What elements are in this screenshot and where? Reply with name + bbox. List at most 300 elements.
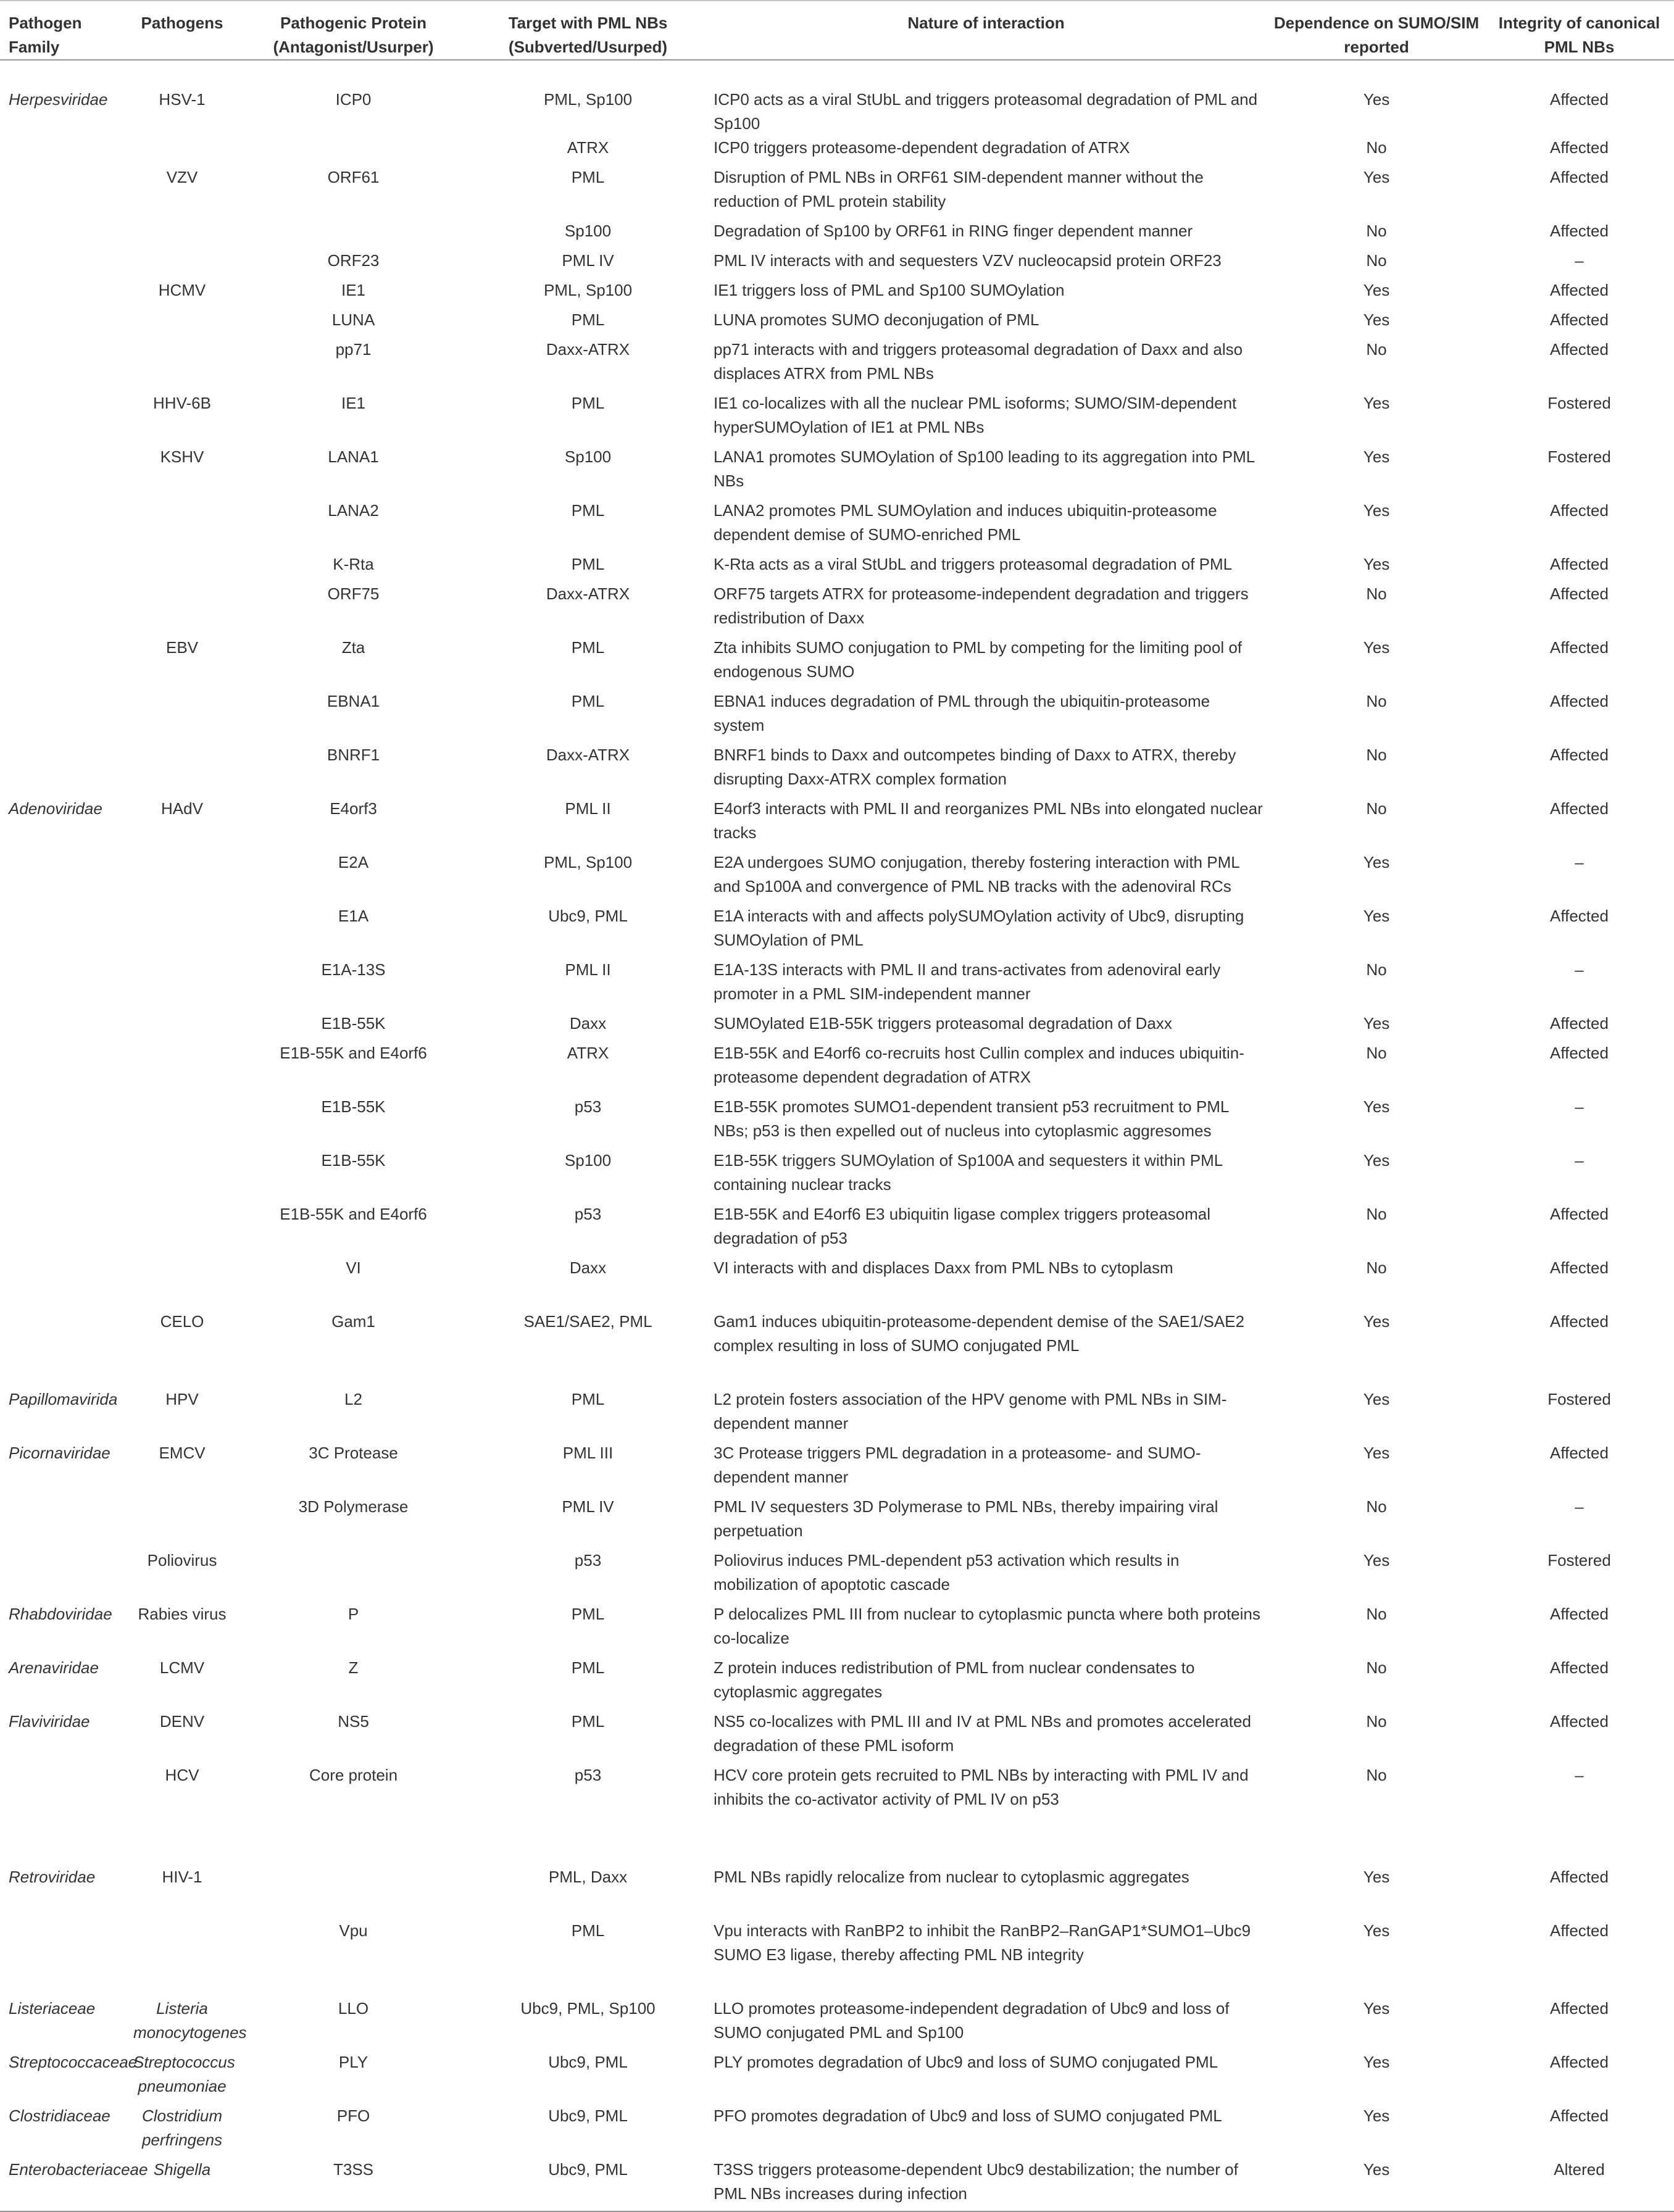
table-row [0,797,1674,850]
nature-cell: PML NBs rapidly relocalize from nuclear to cytoplasmic aggregates [714,1868,1189,1886]
dependence-cell: Yes [1363,2106,1390,2125]
pathogen-cell: Clostridium perfringens [141,2106,223,2149]
target-cell: PML [571,310,605,329]
pathogenic-protein-cell: PLY [338,2053,369,2071]
table-row [0,1710,1674,1763]
nature-cell: P delocalizes PML III from nuclear to cytoplasmic puncta where both proteins co-localize [714,1605,1260,1647]
pathogen-cell: VZV [166,168,198,186]
pathogen-family-cell [0,308,130,338]
pathogen-family-cell [0,1041,130,1095]
nature-cell: ORF75 targets ATRX for proteasome-independent degradation and triggers redistribution of Daxx [714,584,1249,627]
integrity-cell: – [1575,960,1584,979]
pathogenic-protein-cell: E1B-55K and E4orf6 [280,1044,427,1062]
table-row [0,689,1674,743]
pathogenic-protein-cell: 3D Polymerase [298,1497,409,1516]
target-cell: PML [571,168,605,186]
nature-cell: LANA2 promotes PML SUMOylation and induces ubiquitin-proteasome dependent demise of SUMO-enriched PML [714,501,1217,544]
table-body [0,60,1674,2211]
pathogenic-protein-cell: K-Rta [333,555,374,573]
pathogen-cell: KSHV [160,447,204,466]
nature-cell: E2A undergoes SUMO conjugation, thereby fostering interaction with PML and Sp100A and convergence of PML NB tracks with the adenoviral RCs [714,853,1239,896]
pathogen-cell [130,338,235,391]
integrity-cell: Affected [1550,1868,1609,1886]
pathogenic-protein-cell: ORF23 [327,251,380,270]
integrity-cell: Affected [1550,1658,1609,1677]
target-cell: PML [571,1712,605,1731]
dependence-cell: Yes [1363,1999,1390,2018]
nature-cell: PFO promotes degradation of Ubc9 and loss of SUMO conjugated PML [714,2106,1222,2125]
integrity-cell: Affected [1550,168,1609,186]
dependence-cell: Yes [1268,2158,1485,2211]
dependence-cell: Yes [1363,1151,1390,1170]
table-row [0,1865,1674,1919]
pathogen-family-cell [0,338,130,391]
pathogen-family-cell [0,1202,130,1256]
table-row [0,308,1674,338]
nature-cell: Poliovirus induces PML-dependent p53 activation which results in mobilization of apoptotic cascade [714,1551,1180,1594]
pathogen-cell [130,1095,235,1149]
nature-cell: pp71 interacts with and triggers proteasomal degradation of Daxx and also displaces ATRX from PML NBs [714,340,1243,383]
dependence-cell: No [1366,138,1387,157]
table-row [0,165,1674,219]
nature-cell: E4orf3 interacts with PML II and reorganizes PML NBs into elongated nuclear tracks [714,799,1263,842]
pathogen-cell: HSV-1 [159,90,206,109]
dependence-cell: Yes [1363,394,1390,412]
nature-cell: LLO promotes proteasome-independent degradation of Ubc9 and loss of SUMO conjugated PML and Sp100 [714,1999,1230,2042]
nature-cell: E1A-13S interacts with PML II and trans-activates from adenoviral early promoter in a PML SIM-independent manner [714,960,1221,1003]
pathogen-cell [130,743,235,797]
nature-cell: Z protein induces redistribution of PML from nuclear condensates to cytoplasmic aggregates [714,1658,1195,1701]
pathogenic-protein-cell: Core protein [309,1766,398,1784]
pathogenic-protein-cell: IE1 [341,281,366,299]
table-row [0,1095,1674,1149]
table-row [0,1495,1674,1549]
nature-cell: K-Rta acts as a viral StUbL and triggers proteasomal degradation of PML [714,555,1233,573]
pathogen-family-cell [0,904,130,958]
pathogen-family-cell: Adenoviridae [9,799,102,818]
pathogenic-protein-cell: Zta [341,638,365,657]
table-row [0,1387,1674,1441]
pathogenic-protein-cell: E4orf3 [330,799,377,818]
integrity-cell: Affected [1550,638,1609,657]
dependence-cell: No [1366,1258,1387,1277]
pathogenic-protein-cell [235,136,472,165]
target-cell: PML [571,692,605,710]
nature-cell: E1A interacts with and affects polySUMOylation activity of Ubc9, disrupting SUMOylation of PML [714,907,1244,949]
table-row [0,1310,1674,1387]
integrity-cell: Affected [1550,799,1609,818]
nature-cell: T3SS triggers proteasome-dependent Ubc9 destabilization; the number of PML NBs increases during infection [704,2158,1268,2211]
nature-cell: EBNA1 induces degradation of PML through the ubiquitin-proteasome system [714,692,1210,734]
dependence-cell: Yes [1363,907,1390,925]
pathogen-cell [130,1919,235,1997]
target-cell: PML IV [562,1497,614,1516]
nature-cell: E1B-55K and E4orf6 E3 ubiquitin ligase complex triggers proteasomal degradation of p53 [714,1205,1211,1247]
pathogen-cell: HAdV [161,799,203,818]
pathogen-family-cell [0,165,130,219]
header-dependence: Dependence on SUMO/SIM reported [1268,1,1485,60]
pathogen-family-cell [0,1256,130,1310]
pathogen-family-cell: Flaviviridae [9,1712,90,1731]
integrity-cell: Affected [1550,1921,1609,1940]
dependence-cell: No [1366,1766,1387,1784]
table-row [0,2158,1674,2211]
pathogenic-protein-cell: E1B-55K [321,1097,386,1116]
pathogenic-protein-cell: ORF75 [327,584,380,603]
pathogen-cell [130,1012,235,1041]
integrity-cell: Affected [1550,1444,1609,1462]
dependence-cell: Yes [1363,310,1390,329]
pathogen-family-cell [0,582,130,636]
table-row [0,850,1674,904]
pathogen-family-cell [0,1149,130,1202]
integrity-cell: Affected [1550,1999,1609,2018]
nature-cell: BNRF1 binds to Daxx and outcompetes binding of Daxx to ATRX, thereby disrupting Daxx-ATRX complex formation [714,746,1236,788]
dependence-cell: Yes [1363,1390,1390,1408]
dependence-cell: Yes [1363,168,1390,186]
table-row [0,743,1674,797]
pathogen-cell: LCMV [159,1658,205,1677]
pathogenic-protein-cell: ICP0 [335,90,372,109]
pathogenic-protein-cell [235,1865,472,1919]
pathogen-family-cell [0,1012,130,1041]
pathogen-family-cell: Streptococcaceae [9,2053,138,2071]
nature-cell: VI interacts with and displaces Daxx from PML NBs to cytoplasm [714,1258,1173,1277]
pathogenic-protein-cell [235,219,472,249]
table-row [0,1602,1674,1656]
table-row [0,1656,1674,1710]
nature-cell: 3C Protease triggers PML degradation in a proteasome- and SUMO-dependent manner [714,1444,1201,1486]
dependence-cell: Yes [1363,638,1390,657]
table-row [0,249,1674,278]
integrity-cell: Affected [1550,2053,1609,2071]
pathogen-family-cell [0,219,130,249]
pathogen-cell: DENV [159,1712,205,1731]
target-cell: Ubc9, PML [548,907,628,925]
pathogenic-protein-cell: PFO [336,2106,370,2125]
integrity-cell: Affected [1550,1044,1609,1062]
target-cell: PML, Sp100 [543,853,633,871]
pathogen-cell: Streptococcus pneumoniae [133,2053,235,2095]
dependence-cell: No [1366,1658,1387,1677]
integrity-cell: Affected [1550,555,1609,573]
dependence-cell: No [1366,1044,1387,1062]
target-cell: p53 [574,1205,602,1223]
pathogen-family-cell [0,850,130,904]
table-row [0,2104,1674,2158]
integrity-cell: – [1575,1097,1584,1116]
dependence-cell: No [1366,1605,1387,1623]
pathogen-family-cell [0,445,130,499]
pathogen-family-cell [0,1549,130,1602]
target-cell: PML II [565,960,611,979]
dependence-cell: Yes [1363,501,1390,520]
nature-cell: LUNA promotes SUMO deconjugation of PML [714,310,1039,329]
pathogen-cell [130,308,235,338]
pathogen-family-cell [0,391,130,445]
pathogen-cell: Listeria monocytogenes [133,1999,247,2042]
dependence-cell: Yes [1363,1921,1390,1940]
dependence-cell: Yes [1363,281,1390,299]
table-row [0,1549,1674,1602]
pathogen-family-cell [0,1310,130,1387]
target-cell: PML IV [562,251,614,270]
pathogen-cell: Shigella [130,2158,235,2211]
header-pathogenic-protein: Pathogenic Protein (Antagonist/Usurper) [235,1,472,60]
pathogenic-protein-cell: NS5 [338,1712,369,1731]
dependence-cell: Yes [1363,1551,1390,1570]
pathogen-family-cell [0,278,130,308]
table-row [0,60,1674,136]
pathogen-family-cell: Retroviridae [9,1868,96,1886]
pathogenic-protein-cell: E1B-55K [321,1014,386,1033]
pathogen-family-cell: Herpesviridae [9,90,108,109]
integrity-cell: Affected [1550,310,1609,329]
dependence-cell: No [1366,251,1387,270]
target-cell: PML II [565,799,611,818]
dependence-cell: Yes [1363,555,1390,573]
nature-cell: PML IV sequesters 3D Polymerase to PML NBs, thereby impairing viral perpetuation [714,1497,1218,1540]
pathogenic-protein-cell: E1A-13S [321,960,386,979]
pathogenic-protein-cell: T3SS [235,2158,472,2211]
target-cell: p53 [574,1097,602,1116]
dependence-cell: Yes [1363,2053,1390,2071]
table-row [0,1763,1674,1865]
integrity-cell: Affected [1550,1712,1609,1731]
pathogen-cell [130,136,235,165]
target-cell: Sp100 [564,447,612,466]
table-row [0,1041,1674,1095]
pathogen-family-cell: Rhabdoviridae [9,1605,112,1623]
dependence-cell: No [1366,222,1387,240]
integrity-cell: Affected [1550,746,1609,764]
target-cell: Daxx [569,1014,607,1033]
header-integrity: Integrity of canonical PML NBs [1485,1,1674,60]
dependence-cell: No [1366,584,1387,603]
target-cell: Sp100 [564,1151,612,1170]
pathogenic-protein-cell: LLO [338,1999,369,2018]
nature-cell: Disruption of PML NBs in ORF61 SIM-dependent manner without the reduction of PML protein stability [714,168,1204,210]
pathogenic-protein-cell: E1B-55K and E4orf6 [280,1205,427,1223]
table-row [0,2050,1674,2104]
pathogen-family-cell: Picornaviridae [9,1444,110,1462]
pathogen-family-cell [0,136,130,165]
dependence-cell: Yes [1363,1444,1390,1462]
pathogen-cell [130,904,235,958]
target-cell: PML III [562,1444,614,1462]
integrity-cell: Affected [1550,907,1609,925]
table-row [0,1149,1674,1202]
dependence-cell: Yes [1363,1868,1390,1886]
pathogen-cell: HIV-1 [162,1868,202,1886]
target-cell: ATRX [567,1044,609,1062]
target-cell: p53 [574,1766,602,1784]
nature-cell: Degradation of Sp100 by ORF61 in RING finger dependent manner [714,222,1193,240]
table-row [0,219,1674,249]
dependence-cell: Yes [1363,1014,1390,1033]
pathogen-cell [130,552,235,582]
target-cell: p53 [574,1551,602,1570]
target-cell: Daxx-ATRX [546,584,630,603]
pathogenic-protein-cell: ORF61 [327,168,380,186]
target-cell: Daxx [569,1258,607,1277]
table-row [0,1919,1674,1997]
pathogenic-protein-cell: Vpu [339,1921,368,1940]
header-nature: Nature of interaction [704,1,1268,60]
integrity-cell: Affected [1550,501,1609,520]
integrity-cell: Affected [1550,1312,1609,1331]
pathogen-cell: Rabies virus [138,1605,227,1623]
dependence-cell: Yes [1363,853,1390,871]
table-row [0,1997,1674,2050]
table-row [0,1012,1674,1041]
target-cell: PML [571,1658,605,1677]
dependence-cell: Yes [1363,1312,1390,1331]
pathogenic-protein-cell: LUNA [331,310,375,329]
pathogen-cell: EBV [165,638,199,657]
nature-cell: L2 protein fosters association of the HPV genome with PML NBs in SIM-dependent manner [714,1390,1227,1432]
target-cell: PML [571,1921,605,1940]
dependence-cell: No [1366,1712,1387,1731]
pathogen-family-cell: Enterobacteriaceae [0,2158,130,2211]
pathogen-cell: CELO [160,1312,204,1331]
pathogen-family-cell: Listeriaceae [9,1999,96,2018]
pathogenic-protein-cell: pp71 [335,340,372,359]
integrity-cell: Affected [1550,692,1609,710]
nature-cell: PML IV interacts with and sequesters VZV nucleocapsid protein ORF23 [714,251,1222,270]
nature-cell: ICP0 triggers proteasome-dependent degradation of ATRX [714,138,1130,157]
pathogen-cell [130,1495,235,1549]
pathogenic-protein-cell: BNRF1 [327,746,380,764]
integrity-cell: Affected [1550,340,1609,359]
target-cell: ATRX [567,138,609,157]
target-cell: Sp100 [564,222,612,240]
pathogenic-protein-cell: E1B-55K [321,1151,386,1170]
pathogen-cell [130,582,235,636]
pathogen-cell: HPV [165,1390,199,1408]
integrity-cell: Affected [1550,1014,1609,1033]
target-cell: Daxx-ATRX [546,746,630,764]
pathogen-cell [130,850,235,904]
integrity-cell: Affected [1550,584,1609,603]
table-row [0,338,1674,391]
pathogen-family-cell: Clostridiaceae [9,2106,110,2125]
dependence-cell: No [1366,746,1387,764]
target-cell: Ubc9, PML [548,2106,628,2125]
integrity-cell: Affected [1550,222,1609,240]
pathogen-cell [130,499,235,552]
table-row [0,1202,1674,1256]
pathogen-family-cell [0,636,130,689]
pathogen-cell [130,1041,235,1095]
nature-cell: NS5 co-localizes with PML III and IV at PML NBs and promotes accelerated degradation of these PML isoform [714,1712,1251,1755]
dependence-cell: No [1366,1497,1387,1516]
pathogen-cell [130,958,235,1012]
table-row [0,1441,1674,1495]
pathogenic-protein-cell: LANA2 [328,501,379,520]
nature-cell: E1B-55K promotes SUMO1-dependent transient p53 recruitment to PML NBs; p53 is then expelled out of nucleus into cytoplasmic aggresomes [714,1097,1229,1140]
table-row [0,445,1674,499]
table-row [0,636,1674,689]
dependence-cell: Yes [1363,1097,1390,1116]
nature-cell: IE1 co-localizes with all the nuclear PML isoforms; SUMO/SIM-dependent hyperSUMOylation of IE1 at PML NBs [714,394,1237,436]
header-pathogen-family: Pathogen Family [0,1,130,60]
integrity-cell: – [1575,251,1584,270]
integrity-cell: – [1575,1151,1584,1170]
pathogenic-protein-cell: VI [346,1258,361,1277]
target-cell: Ubc9, PML [548,2053,628,2071]
header-target: Target with PML NBs (Subverted/Usurped) [472,1,704,60]
pathogen-family-cell: Papillomavirida [9,1390,118,1408]
target-cell: PML, Daxx [548,1868,628,1886]
pathogen-cell [130,1202,235,1256]
pathogen-family-cell [0,1095,130,1149]
dependence-cell: Yes [1363,90,1390,109]
table-row [0,904,1674,958]
target-cell: PML [571,501,605,520]
table-row [0,499,1674,552]
target-cell: Ubc9, PML [472,2158,704,2211]
integrity-cell: Affected [1550,1258,1609,1277]
integrity-cell: Affected [1550,1205,1609,1223]
target-cell: PML [571,1605,605,1623]
integrity-cell: – [1575,1497,1584,1516]
pathogenic-protein-cell: EBNA1 [327,692,380,710]
table-row [0,278,1674,308]
pathogenic-protein-cell: IE1 [341,394,366,412]
pathogen-family-cell [0,1919,130,1997]
pathogen-family-cell [0,743,130,797]
pathogenic-protein-cell: LANA1 [328,447,379,466]
table-header [0,1,1674,60]
table-row [0,552,1674,582]
target-cell: PML, Sp100 [543,281,633,299]
target-cell: PML, Sp100 [543,90,633,109]
pathogenic-protein-cell: Z [348,1658,359,1677]
pathogenic-protein-cell [235,1549,472,1602]
pathogen-cell: EMCV [159,1444,206,1462]
dependence-cell: No [1366,799,1387,818]
target-cell: SAE1/SAE2, PML [523,1312,652,1331]
nature-cell: SUMOylated E1B-55K triggers proteasomal degradation of Daxx [714,1014,1172,1033]
pathogen-family-cell [0,958,130,1012]
dependence-cell: No [1366,340,1387,359]
integrity-cell: – [1575,853,1584,871]
table-row [0,582,1674,636]
table-row [0,958,1674,1012]
target-cell: PML [571,1390,605,1408]
dependence-cell: No [1366,960,1387,979]
pathogen-cell: HCV [165,1766,199,1784]
pathogen-family-cell [0,552,130,582]
pathogenic-protein-cell: E2A [338,853,369,871]
nature-cell: IE1 triggers loss of PML and Sp100 SUMOylation [714,281,1065,299]
nature-cell: HCV core protein gets recruited to PML NBs by interacting with PML IV and inhibits the co-activator activity of PML IV on p53 [714,1766,1249,1808]
pathogen-family-cell [0,1763,130,1865]
table-row [0,136,1674,165]
nature-cell: LANA1 promotes SUMOylation of Sp100 leading to its aggregation into PML NBs [714,447,1255,490]
table-row [0,1256,1674,1310]
integrity-cell: Affected [1550,1605,1609,1623]
pathogen-cell: Poliovirus [147,1551,217,1570]
dependence-cell: Yes [1363,447,1390,466]
integrity-cell: Affected [1550,2106,1609,2125]
nature-cell: ICP0 acts as a viral StUbL and triggers proteasomal degradation of PML and Sp100 [714,90,1258,133]
integrity-cell: – [1575,1766,1584,1784]
pathogen-family-cell: Arenaviridae [9,1658,99,1677]
pathogen-cell [130,1149,235,1202]
pathogen-family-cell [0,1495,130,1549]
